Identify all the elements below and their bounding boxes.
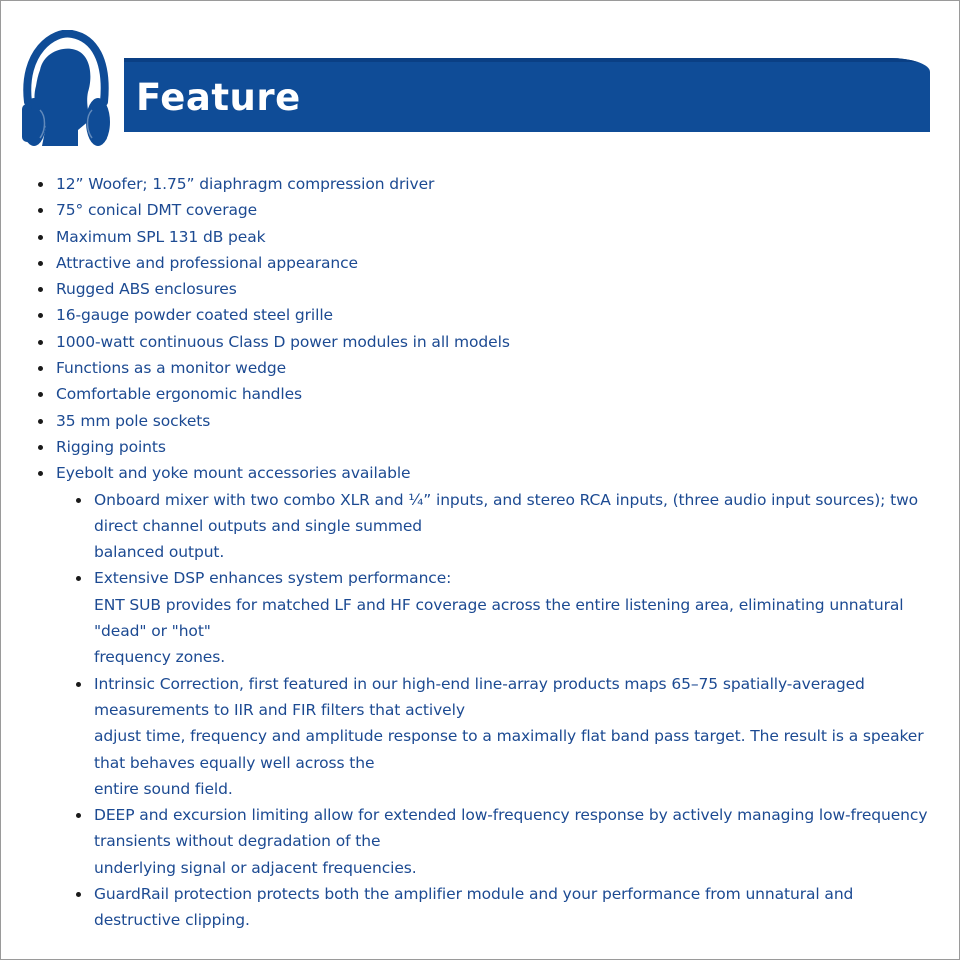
sub-feature-list: [70, 487, 937, 934]
list-item: Functions as a monitor wedge: [32, 355, 937, 381]
sub-list-item: [70, 802, 937, 881]
sub-item-line: Intrinsic Correction, first featured in our high-end line-array products maps 65–75 spatially-averaged measurements to IIR and FIR filters that actively: [94, 674, 865, 719]
sub-item-line: GuardRail protection protects both the amplifier module and your performance from unnatural and destructive clipping.: [94, 885, 854, 930]
list-item: 35 mm pole sockets: [32, 408, 937, 434]
feature-list: [32, 171, 937, 487]
list-item: Eyebolt and yoke mount accessories available: [32, 460, 937, 486]
sub-list-item: [70, 565, 937, 670]
sub-item-line: Extensive DSP enhances system performance:: [94, 569, 452, 588]
sub-item-line: adjust time, frequency and amplitude response to a maximally flat band pass target. The result is a speaker that behaves equally well across the: [94, 727, 924, 772]
sub-item-line: entire sound field.: [94, 779, 233, 798]
sub-item-line: ENT SUB provides for matched LF and HF coverage across the entire listening area, eliminating unnatural "dead" or "hot": [94, 595, 904, 641]
list-item: Rugged ABS enclosures: [32, 276, 937, 302]
list-item: 1000-watt continuous Class D power modules in all models: [32, 329, 937, 355]
sub-list-item: [70, 487, 937, 566]
list-item: Maximum SPL 131 dB peak: [32, 224, 937, 250]
feature-banner: [124, 58, 930, 132]
sub-list-item: [70, 881, 937, 934]
list-item: 16-gauge powder coated steel grille: [32, 302, 937, 328]
list-item: Comfortable ergonomic handles: [32, 381, 937, 407]
sub-item-line: balanced output.: [94, 543, 225, 562]
page-title: Feature: [136, 76, 301, 119]
feature-list-container: [32, 171, 937, 934]
sub-item-line: underlying signal or adjacent frequencies.: [94, 858, 417, 877]
sub-item-line: frequency zones.: [94, 648, 226, 667]
list-item: Attractive and professional appearance: [32, 250, 937, 276]
list-item: Rigging points: [32, 434, 937, 460]
sub-item-line: DEEP and excursion limiting allow for extended low-frequency response by actively managing low-frequency transients without degradation of the: [94, 806, 928, 851]
list-item: 75° conical DMT coverage: [32, 197, 937, 223]
sub-item-line: Onboard mixer with two combo XLR and ¼” inputs, and stereo RCA inputs, (three audio input sources); two direct channel outputs and single summed: [94, 490, 919, 535]
list-item: 12” Woofer; 1.75” diaphragm compression driver: [32, 171, 937, 197]
headphones-icon: [18, 30, 110, 152]
sub-list-item: [70, 671, 937, 802]
